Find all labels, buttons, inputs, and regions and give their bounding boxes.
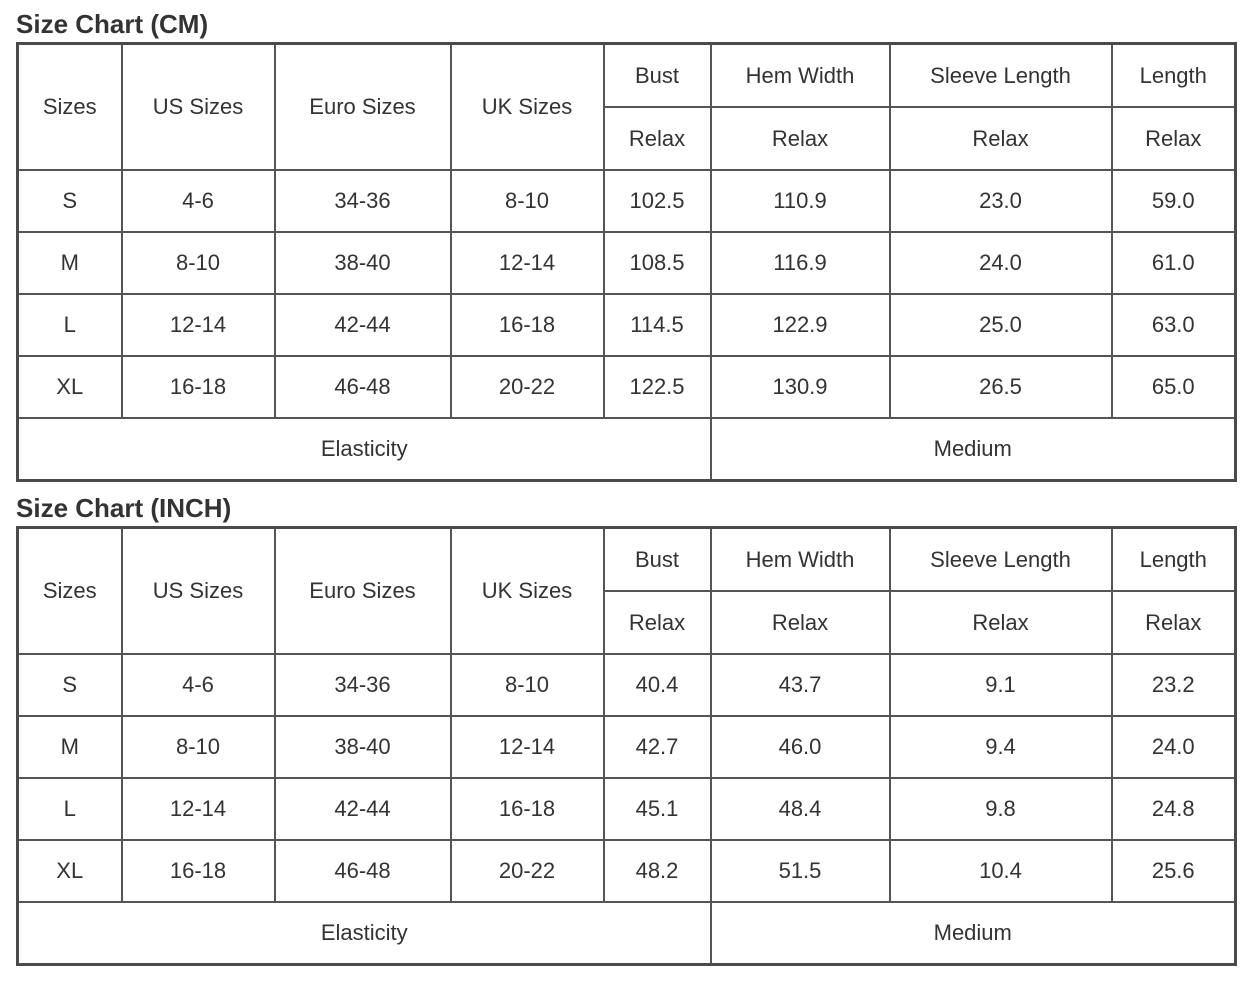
cell-us-size: 4-6 (122, 654, 275, 716)
cell-size: L (18, 778, 122, 840)
header-sleeve-length: Sleeve Length (890, 44, 1112, 108)
cell-uk-size: 16-18 (451, 778, 604, 840)
table-row (18, 356, 1236, 418)
size-chart-inch (16, 490, 1236, 966)
header-euro-sizes: Euro Sizes (275, 44, 451, 171)
header-length: Length (1112, 528, 1236, 592)
cell-length: 24.8 (1112, 778, 1236, 840)
cell-size: XL (18, 840, 122, 902)
cell-us-size: 12-14 (122, 778, 275, 840)
cell-sleeve-length: 9.8 (890, 778, 1112, 840)
cell-bust: 45.1 (604, 778, 711, 840)
cell-size: M (18, 716, 122, 778)
header-euro-sizes: Euro Sizes (275, 528, 451, 655)
elasticity-value: Medium (711, 418, 1236, 481)
size-chart-table (16, 42, 1237, 482)
footer-row (18, 902, 1236, 965)
cell-sleeve-length: 25.0 (890, 294, 1112, 356)
cell-us-size: 8-10 (122, 716, 275, 778)
cell-hem-width: 122.9 (711, 294, 890, 356)
subheader-length-relax: Relax (1112, 107, 1236, 170)
subheader-length-relax: Relax (1112, 591, 1236, 654)
cell-hem-width: 48.4 (711, 778, 890, 840)
cell-sleeve-length: 26.5 (890, 356, 1112, 418)
size-chart-title: Size Chart (CM) (16, 9, 209, 39)
cell-bust: 122.5 (604, 356, 711, 418)
cell-hem-width: 46.0 (711, 716, 890, 778)
cell-bust: 40.4 (604, 654, 711, 716)
cell-hem-width: 110.9 (711, 170, 890, 232)
header-sizes: Sizes (18, 528, 122, 655)
footer-row (18, 418, 1236, 481)
cell-bust: 114.5 (604, 294, 711, 356)
header-length: Length (1112, 44, 1236, 108)
cell-uk-size: 16-18 (451, 294, 604, 356)
size-chart-title: Size Chart (INCH) (16, 493, 232, 523)
table-row (18, 294, 1236, 356)
elasticity-label: Elasticity (18, 418, 711, 481)
cell-length: 23.2 (1112, 654, 1236, 716)
cell-sleeve-length: 10.4 (890, 840, 1112, 902)
header-sleeve-length: Sleeve Length (890, 528, 1112, 592)
header-row (18, 528, 1236, 592)
cell-euro-size: 46-48 (275, 356, 451, 418)
cell-size: M (18, 232, 122, 294)
cell-uk-size: 12-14 (451, 232, 604, 294)
cell-length: 24.0 (1112, 716, 1236, 778)
cell-us-size: 12-14 (122, 294, 275, 356)
cell-size: L (18, 294, 122, 356)
header-bust: Bust (604, 44, 711, 108)
cell-euro-size: 38-40 (275, 716, 451, 778)
cell-us-size: 16-18 (122, 356, 275, 418)
cell-sleeve-length: 23.0 (890, 170, 1112, 232)
cell-length: 59.0 (1112, 170, 1236, 232)
cell-length: 25.6 (1112, 840, 1236, 902)
header-uk-sizes: UK Sizes (451, 44, 604, 171)
table-row (18, 654, 1236, 716)
cell-uk-size: 8-10 (451, 170, 604, 232)
header-hem-width: Hem Width (711, 528, 890, 592)
cell-us-size: 8-10 (122, 232, 275, 294)
cell-us-size: 4-6 (122, 170, 275, 232)
table-row (18, 716, 1236, 778)
cell-bust: 108.5 (604, 232, 711, 294)
cell-euro-size: 42-44 (275, 294, 451, 356)
cell-size: XL (18, 356, 122, 418)
cell-length: 61.0 (1112, 232, 1236, 294)
cell-hem-width: 116.9 (711, 232, 890, 294)
header-us-sizes: US Sizes (122, 528, 275, 655)
cell-uk-size: 20-22 (451, 840, 604, 902)
subheader-hem-width-relax: Relax (711, 107, 890, 170)
header-sizes: Sizes (18, 44, 122, 171)
cell-bust: 42.7 (604, 716, 711, 778)
table-row (18, 232, 1236, 294)
cell-euro-size: 34-36 (275, 170, 451, 232)
cell-hem-width: 43.7 (711, 654, 890, 716)
table-row (18, 778, 1236, 840)
size-chart-cm (16, 6, 1236, 482)
subheader-sleeve-length-relax: Relax (890, 107, 1112, 170)
table-row (18, 840, 1236, 902)
elasticity-label: Elasticity (18, 902, 711, 965)
header-us-sizes: US Sizes (122, 44, 275, 171)
cell-bust: 48.2 (604, 840, 711, 902)
cell-sleeve-length: 9.1 (890, 654, 1112, 716)
cell-length: 65.0 (1112, 356, 1236, 418)
cell-uk-size: 20-22 (451, 356, 604, 418)
subheader-sleeve-length-relax: Relax (890, 591, 1112, 654)
cell-sleeve-length: 9.4 (890, 716, 1112, 778)
subheader-bust-relax: Relax (604, 107, 711, 170)
cell-us-size: 16-18 (122, 840, 275, 902)
elasticity-value: Medium (711, 902, 1236, 965)
cell-hem-width: 51.5 (711, 840, 890, 902)
cell-uk-size: 12-14 (451, 716, 604, 778)
subheader-bust-relax: Relax (604, 591, 711, 654)
header-bust: Bust (604, 528, 711, 592)
header-uk-sizes: UK Sizes (451, 528, 604, 655)
cell-uk-size: 8-10 (451, 654, 604, 716)
cell-euro-size: 46-48 (275, 840, 451, 902)
cell-sleeve-length: 24.0 (890, 232, 1112, 294)
cell-euro-size: 42-44 (275, 778, 451, 840)
table-row (18, 170, 1236, 232)
subheader-hem-width-relax: Relax (711, 591, 890, 654)
cell-size: S (18, 654, 122, 716)
size-chart-table (16, 526, 1237, 966)
cell-euro-size: 38-40 (275, 232, 451, 294)
cell-euro-size: 34-36 (275, 654, 451, 716)
cell-size: S (18, 170, 122, 232)
cell-hem-width: 130.9 (711, 356, 890, 418)
cell-bust: 102.5 (604, 170, 711, 232)
header-row (18, 44, 1236, 108)
cell-length: 63.0 (1112, 294, 1236, 356)
header-hem-width: Hem Width (711, 44, 890, 108)
